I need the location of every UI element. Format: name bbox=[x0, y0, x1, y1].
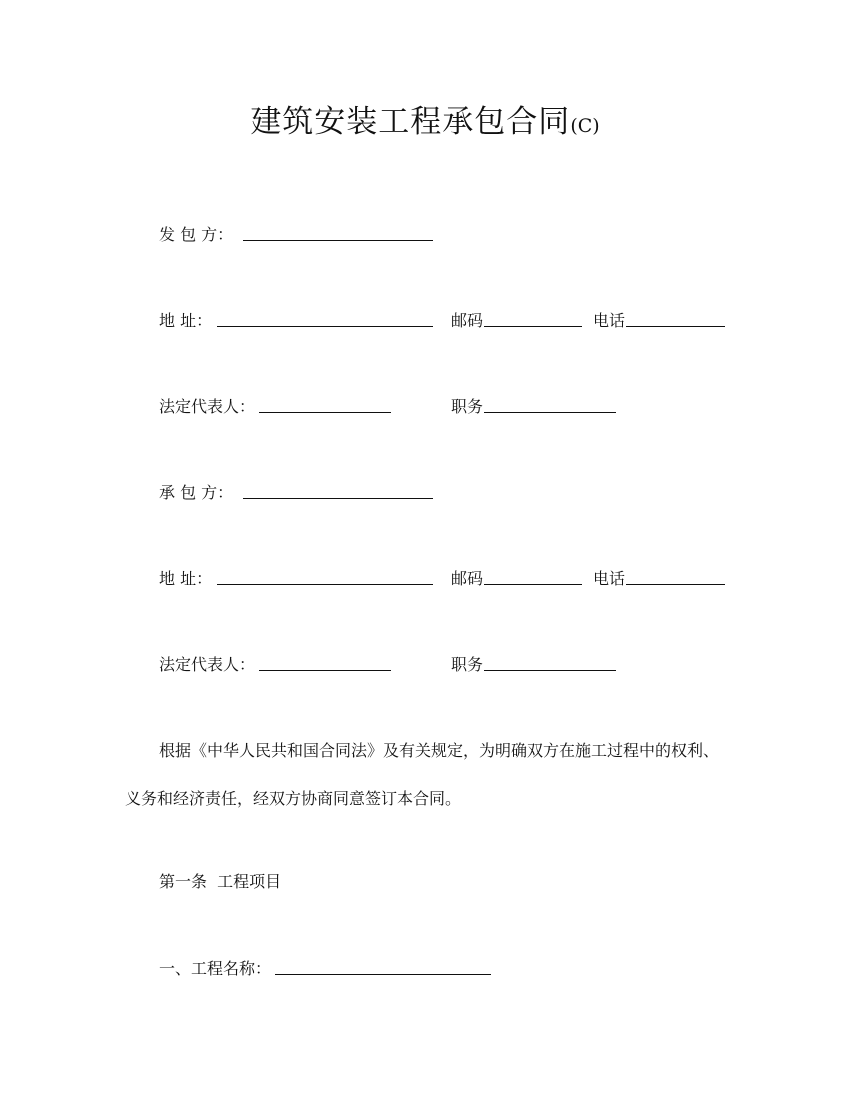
contractor-position-field[interactable] bbox=[484, 670, 616, 671]
employer-address-label: 地 址： bbox=[159, 311, 213, 330]
employer-phone-label: 电话 bbox=[593, 311, 626, 330]
contractor-legal-rep-field[interactable] bbox=[259, 670, 391, 671]
employer-postcode-field[interactable] bbox=[484, 326, 582, 327]
employer-address-field[interactable] bbox=[217, 326, 433, 327]
contractor-phone-field[interactable] bbox=[626, 584, 725, 585]
employer-name-field[interactable] bbox=[243, 240, 433, 241]
contractor-label: 承 包 方： bbox=[159, 483, 234, 502]
title-main: 建筑安装工程承包合同 bbox=[250, 104, 571, 140]
employer-position-label: 职务 bbox=[451, 397, 484, 416]
employer-position-field[interactable] bbox=[484, 412, 616, 413]
contractor-legal-rep-label: 法定代表人： bbox=[159, 655, 256, 674]
employer-postcode-label: 邮码 bbox=[451, 311, 484, 330]
contractor-postcode-field[interactable] bbox=[484, 584, 582, 585]
article-1-heading: 第一条 工程项目 bbox=[159, 872, 282, 891]
employer-phone-field[interactable] bbox=[626, 326, 725, 327]
employer-label: 发 包 方： bbox=[159, 225, 234, 244]
employer-legal-rep-field[interactable] bbox=[259, 412, 391, 413]
contractor-phone-label: 电话 bbox=[593, 569, 626, 588]
contractor-name-field[interactable] bbox=[243, 498, 433, 499]
project-name-field[interactable] bbox=[275, 974, 491, 975]
document-title bbox=[0, 100, 850, 148]
project-name-label: 一、工程名称： bbox=[159, 959, 272, 978]
contractor-postcode-label: 邮码 bbox=[451, 569, 484, 588]
employer-legal-rep-label: 法定代表人： bbox=[159, 397, 256, 416]
contractor-position-label: 职务 bbox=[451, 655, 484, 674]
contractor-address-label: 地 址： bbox=[159, 569, 213, 588]
title-suffix: (C) bbox=[570, 115, 600, 137]
preamble-line-1: 根据《中华人民共和国合同法》及有关规定，为明确双方在施工过程中的权利、 bbox=[159, 741, 720, 760]
preamble-line-2: 义务和经济责任，经双方协商同意签订本合同。 bbox=[125, 789, 462, 808]
contractor-address-field[interactable] bbox=[217, 584, 433, 585]
